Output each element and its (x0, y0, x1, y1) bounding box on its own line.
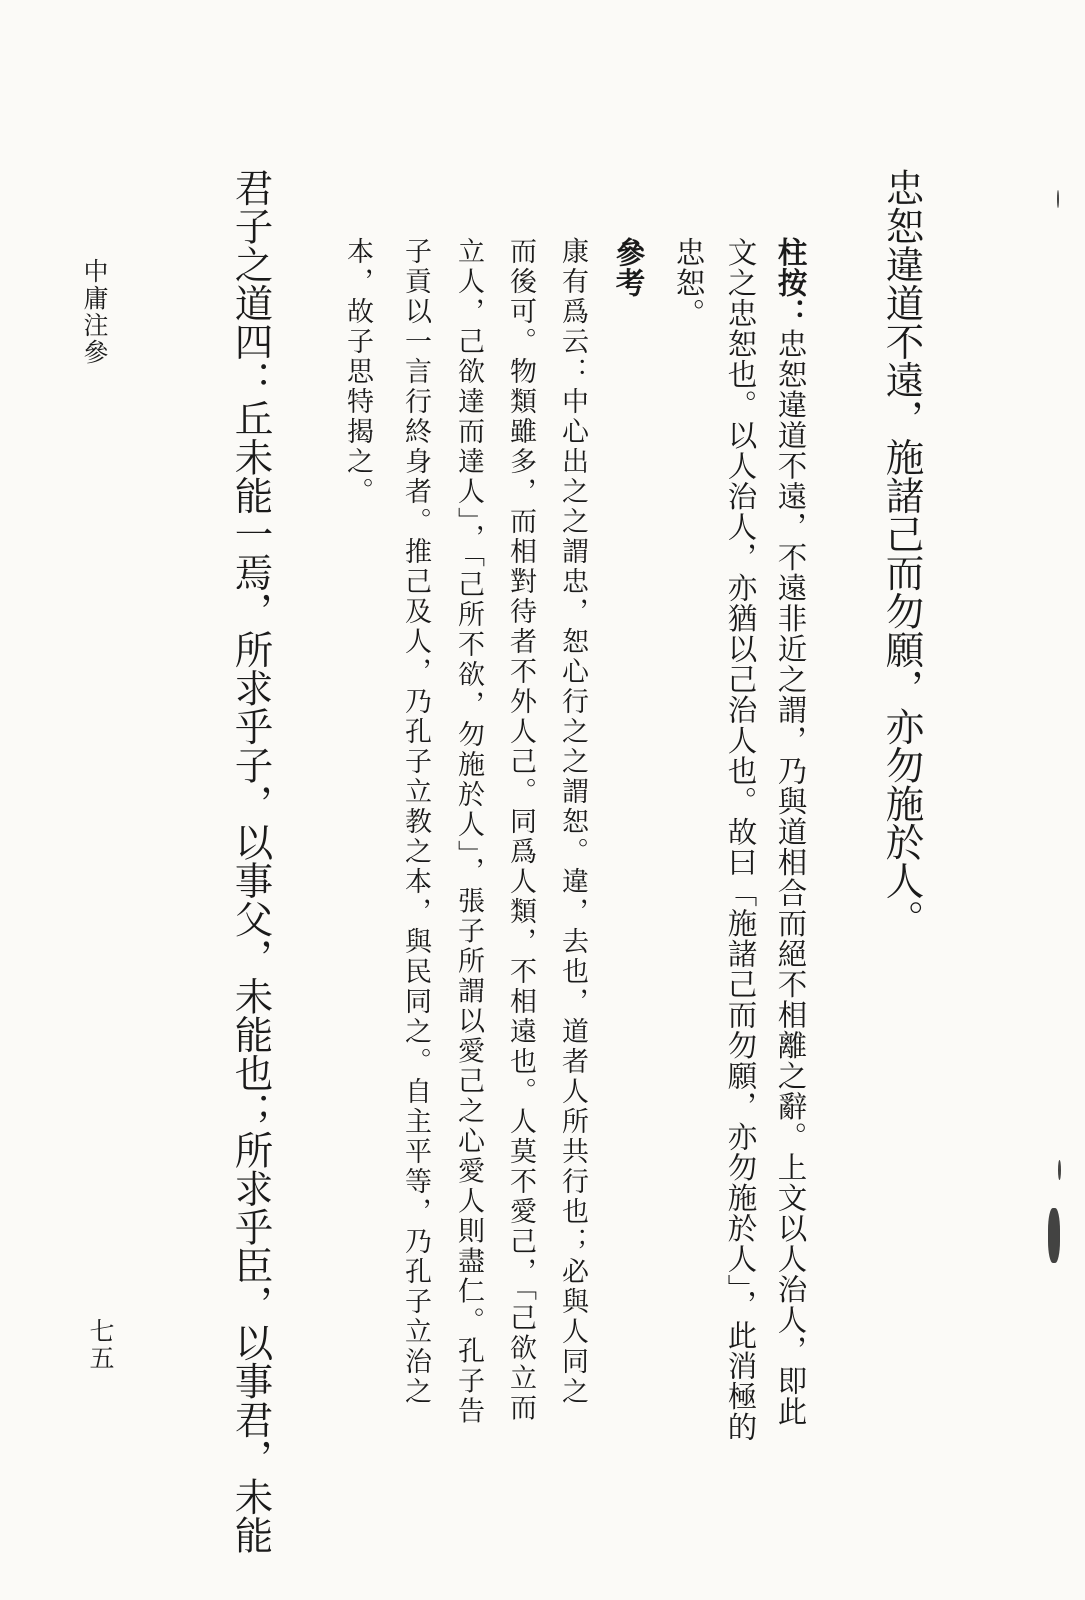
main-text-column-2: 君子之道四：丘未能一焉，所求乎子，以事父，未能也；所求乎臣，以事君，未能 (228, 168, 274, 1554)
zhu-an-column-1 (773, 237, 809, 1427)
cankao-heading: 參考 (611, 237, 647, 298)
main-text-column-1: 忠恕違道不遠，施諸己而勿願，亦勿施於人。 (879, 168, 925, 938)
cankao-column-2: 而後可。物類雖多，而相對待者不外人己。同爲人類，不相遠也。人莫不愛己，「己欲立而 (505, 237, 536, 1424)
cankao-column-3: 立人，己欲達而達人」，「己所不欲，勿施於人」，張子所謂以愛己之心愛人則盡仁。孔子告 (453, 237, 484, 1427)
scan-speck (1048, 1208, 1060, 1263)
zhu-an-column-3: 忠恕。 (671, 237, 706, 329)
cankao-column-1: 康有爲云：中心出之之謂忠，恕心行之之謂恕。違，去也，道者人所共行也；必與人同之 (557, 237, 588, 1407)
cankao-column-4: 子貢以一言行終身者。推己及人，乃孔子立教之本，與民同之。自主平等，乃孔子立治之 (400, 237, 431, 1407)
cankao-column-5: 本，故子思特揭之。 (342, 237, 373, 507)
page-number: 七五 (86, 1318, 115, 1372)
zhu-an-label: 柱按： (773, 237, 809, 329)
scan-speck (1058, 1160, 1061, 1180)
scan-speck (1057, 190, 1059, 208)
book-title-header: 中庸注參 (80, 258, 109, 366)
zhu-an-text-1: 忠恕違道不遠，不遠非近之謂，乃與道相合而絕不相離之辭。上文以人治人，即此 (773, 328, 808, 1427)
zhu-an-column-2: 文之忠恕也。以人治人，亦猶以己治人也。故曰「施諸己而勿願，亦勿施於人」，此消極的 (723, 237, 758, 1443)
